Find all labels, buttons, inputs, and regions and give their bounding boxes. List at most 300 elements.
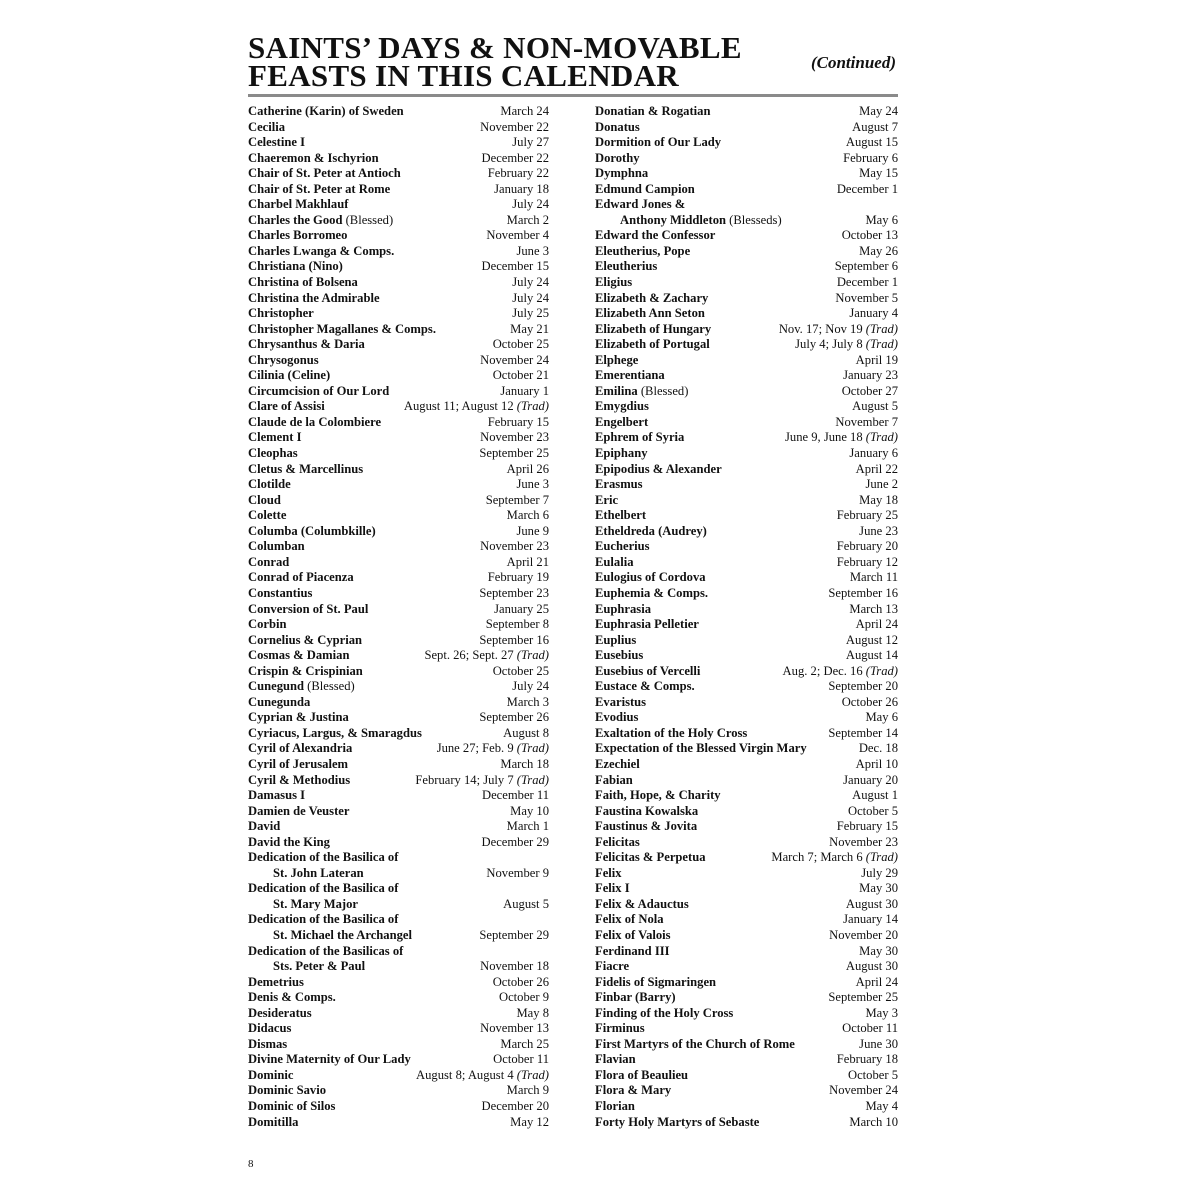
saint-name-text: Flavian xyxy=(595,1052,636,1067)
saint-name xyxy=(595,1052,636,1068)
saint-name xyxy=(248,197,348,213)
saint-name-text: Anthony Middleton xyxy=(620,212,727,227)
saint-name xyxy=(248,664,363,680)
list-item xyxy=(595,135,898,151)
feast-date xyxy=(828,726,898,742)
continued-label: (Continued) xyxy=(810,53,896,72)
list-item xyxy=(595,1099,898,1115)
feast-date-text: September 7 xyxy=(485,492,549,507)
saint-name-text: Evaristus xyxy=(595,694,647,709)
list-item xyxy=(595,524,898,540)
list-item xyxy=(248,539,549,555)
saint-name xyxy=(595,399,649,415)
saint-name-text: Cunegund xyxy=(248,679,305,694)
list-item xyxy=(595,120,898,136)
feast-date-text: September 14 xyxy=(828,725,898,740)
saint-name-text: Eric xyxy=(595,492,619,507)
saint-name-text: Denis & Comps. xyxy=(248,990,336,1005)
feast-date xyxy=(416,1068,549,1084)
saint-name xyxy=(595,975,716,991)
feast-date xyxy=(480,959,549,975)
saint-name xyxy=(595,835,640,851)
feast-date-text: November 18 xyxy=(480,959,549,974)
feast-date xyxy=(859,524,898,540)
saint-name xyxy=(248,151,379,167)
feast-date xyxy=(424,648,549,664)
list-item xyxy=(595,462,898,478)
saint-name xyxy=(248,990,336,1006)
list-item xyxy=(595,741,898,757)
feast-date-text: October 21 xyxy=(492,368,549,383)
saint-name xyxy=(248,1037,287,1053)
feast-date xyxy=(829,928,898,944)
feast-date xyxy=(828,990,898,1006)
saint-name-text: Evodius xyxy=(595,710,639,725)
feast-date-text: October 13 xyxy=(841,228,898,243)
saint-name xyxy=(595,726,747,742)
feast-date xyxy=(493,368,549,384)
list-item xyxy=(248,228,549,244)
saint-name-text: St. John Lateran xyxy=(273,865,364,880)
saint-name-text: Chair of St. Peter at Antioch xyxy=(248,166,401,181)
list-item xyxy=(595,166,898,182)
saint-name xyxy=(595,959,629,975)
saint-name xyxy=(248,415,381,431)
list-item xyxy=(248,990,549,1006)
feast-date-text: April 24 xyxy=(855,974,898,989)
feast-date xyxy=(516,1006,549,1022)
saint-name xyxy=(595,524,707,540)
list-item xyxy=(248,726,549,742)
saint-name xyxy=(273,897,358,913)
list-item xyxy=(248,850,549,866)
saint-name xyxy=(248,337,365,353)
feast-date xyxy=(852,399,898,415)
saint-name-text: Catherine (Karin) of Sweden xyxy=(248,104,404,118)
saint-name xyxy=(248,1068,293,1084)
feast-date xyxy=(859,244,898,260)
saint-name-text: Epipodius & Alexander xyxy=(595,461,722,476)
feast-date-text: November 7 xyxy=(835,414,898,429)
saint-name-text: Celestine I xyxy=(248,135,306,150)
feast-date-text: March 10 xyxy=(849,1114,898,1129)
saint-name xyxy=(248,135,305,151)
saint-name-text: Forty Holy Martyrs of Sebaste xyxy=(595,1114,760,1129)
list-item xyxy=(248,477,549,493)
feast-date-text: February 6 xyxy=(843,150,898,165)
feast-date xyxy=(829,1083,898,1099)
saint-name-text: Elphege xyxy=(595,352,639,367)
list-item xyxy=(595,679,898,695)
list-item xyxy=(595,804,898,820)
feast-date xyxy=(488,415,549,431)
saint-name xyxy=(248,788,305,804)
list-item xyxy=(595,508,898,524)
feast-date-text: July 27 xyxy=(512,135,549,150)
saint-name xyxy=(595,866,622,882)
saint-name xyxy=(595,819,697,835)
list-item xyxy=(595,757,898,773)
saint-name xyxy=(248,430,302,446)
feast-date xyxy=(837,555,898,571)
feast-date xyxy=(849,1115,898,1131)
list-item xyxy=(248,695,549,711)
feast-date xyxy=(510,804,549,820)
feast-date xyxy=(480,539,549,555)
list-item xyxy=(248,135,549,151)
feast-date-text: May 30 xyxy=(859,881,898,896)
list-item xyxy=(595,1115,898,1131)
list-item xyxy=(595,182,898,198)
saint-name xyxy=(248,602,368,618)
traditional-date-note: (Trad) xyxy=(862,850,898,865)
page-number: 8 xyxy=(248,1158,254,1170)
saint-name xyxy=(595,648,643,664)
feast-date-text: February 14; July 7 xyxy=(415,772,514,787)
list-item xyxy=(248,291,549,307)
feast-date xyxy=(512,135,549,151)
feast-date xyxy=(859,741,898,757)
list-item xyxy=(595,399,898,415)
feast-date xyxy=(835,259,898,275)
list-item xyxy=(595,1052,898,1068)
feast-date-text: June 2 xyxy=(865,477,898,492)
feast-date-text: January 14 xyxy=(843,912,898,927)
list-item xyxy=(595,912,898,928)
saint-name xyxy=(248,1052,411,1068)
feast-date xyxy=(837,508,898,524)
saint-name xyxy=(248,166,401,182)
saint-name xyxy=(595,368,665,384)
feast-date xyxy=(865,1099,898,1115)
feast-date-text: May 6 xyxy=(865,212,898,227)
saint-name-text: Charles the Good xyxy=(248,212,343,227)
list-item xyxy=(248,881,549,897)
saint-name xyxy=(595,555,634,571)
saint-name-text: Dedication of the Basilica of xyxy=(248,850,399,865)
saint-name-text: St. Michael the Archangel xyxy=(273,927,412,942)
saint-name xyxy=(273,866,364,882)
list-item xyxy=(595,617,898,633)
traditional-date-note: (Trad) xyxy=(513,1067,549,1082)
list-item xyxy=(595,213,898,229)
list-item xyxy=(248,244,549,260)
list-item xyxy=(248,1052,549,1068)
saint-name-text: Charbel Makhlauf xyxy=(248,197,349,212)
saint-name-text: Crispin & Crispinian xyxy=(248,663,363,678)
feast-date xyxy=(846,648,898,664)
feast-date xyxy=(837,539,898,555)
list-item xyxy=(248,1021,549,1037)
saint-name xyxy=(248,804,349,820)
saint-name xyxy=(595,337,710,353)
saint-name xyxy=(248,695,310,711)
feast-date xyxy=(482,788,549,804)
feast-date-text: Dec. 18 xyxy=(858,741,898,756)
list-item xyxy=(595,975,898,991)
list-item xyxy=(595,710,898,726)
saint-name xyxy=(248,912,398,928)
feast-date-text: May 4 xyxy=(865,1099,898,1113)
saint-name xyxy=(595,1021,645,1037)
feast-date-text: December 1 xyxy=(836,181,898,196)
saint-name-text: Felix of Valois xyxy=(595,927,671,942)
feast-date xyxy=(846,897,898,913)
feast-date-text: March 18 xyxy=(500,756,549,771)
list-item xyxy=(595,648,898,664)
saint-name-text: Florian xyxy=(595,1099,635,1113)
saint-name-text: Eleutherius, Pope xyxy=(595,243,691,258)
saint-name-text: Damien de Veuster xyxy=(248,803,350,818)
saint-name-text: Charles Lwanga & Comps. xyxy=(248,243,395,258)
saint-name-text: Exaltation of the Holy Cross xyxy=(595,725,748,740)
feast-date xyxy=(512,197,549,213)
saint-name xyxy=(248,384,389,400)
feast-date xyxy=(849,446,898,462)
list-item xyxy=(595,259,898,275)
feast-date-text: October 11 xyxy=(493,1052,549,1067)
feast-date-text: September 26 xyxy=(479,710,549,725)
left-column xyxy=(248,104,549,1130)
saint-name-text: Christopher Magallanes & Comps. xyxy=(248,321,436,336)
feast-date xyxy=(846,633,898,649)
saint-name xyxy=(595,539,650,555)
list-item xyxy=(595,368,898,384)
list-item xyxy=(248,430,549,446)
feast-date-text: October 5 xyxy=(847,803,898,818)
saint-name-text: Eustace & Comps. xyxy=(595,679,695,694)
list-item xyxy=(595,866,898,882)
saint-name-text: Eligius xyxy=(595,275,633,290)
feast-date-text: August 12 xyxy=(845,632,898,647)
saint-name-text: Donatus xyxy=(595,119,640,134)
saint-name-text: Columba (Columbkille) xyxy=(248,523,376,538)
saint-name-text: Ferdinand III xyxy=(595,943,670,958)
saint-name-text: First Martyrs of the Church of Rome xyxy=(595,1036,795,1051)
saint-name xyxy=(248,182,390,198)
feast-date xyxy=(479,633,549,649)
feast-date-text: November 23 xyxy=(480,430,549,445)
feast-date xyxy=(503,897,549,913)
feast-date xyxy=(480,353,549,369)
feast-date xyxy=(516,477,549,493)
saint-name xyxy=(248,617,287,633)
feast-date-text: June 23 xyxy=(859,523,898,538)
feast-date-text: November 13 xyxy=(480,1021,549,1036)
saint-name xyxy=(248,679,355,695)
feast-date xyxy=(480,430,549,446)
saint-name-text: Sts. Peter & Paul xyxy=(273,959,366,974)
feast-date-text: December 15 xyxy=(481,259,549,274)
feast-date xyxy=(865,213,898,229)
feast-date xyxy=(846,959,898,975)
feast-date xyxy=(861,866,898,882)
feast-date-text: September 29 xyxy=(479,927,549,942)
saint-name-text: Domitilla xyxy=(248,1114,299,1129)
feast-date-text: November 23 xyxy=(480,539,549,554)
feast-date xyxy=(493,975,549,991)
feast-date-text: February 22 xyxy=(487,166,549,181)
traditional-date-note: (Trad) xyxy=(862,337,898,352)
saint-name xyxy=(595,228,715,244)
feast-date-text: January 1 xyxy=(500,383,549,398)
list-item xyxy=(248,959,549,975)
list-item xyxy=(248,804,549,820)
feast-date-text: March 11 xyxy=(849,570,898,585)
feast-date xyxy=(865,477,898,493)
feast-date-text: July 24 xyxy=(512,679,549,694)
feast-date xyxy=(479,710,549,726)
feast-date xyxy=(843,773,898,789)
feast-date xyxy=(859,166,898,182)
feast-date-text: September 20 xyxy=(828,679,898,694)
feast-date-text: November 22 xyxy=(480,119,549,134)
saint-name-text: Emygdius xyxy=(595,399,649,414)
feast-date xyxy=(849,602,898,618)
saint-name-text: Demetrius xyxy=(248,974,304,989)
saint-name xyxy=(273,959,365,975)
feast-date xyxy=(482,151,549,167)
saint-name xyxy=(595,182,695,198)
list-item xyxy=(595,1037,898,1053)
saint-name xyxy=(595,757,640,773)
saint-name-text: Colette xyxy=(248,508,287,523)
saint-name-text: Cyril & Methodius xyxy=(248,772,351,787)
feast-date xyxy=(488,166,549,182)
feast-date-text: June 30 xyxy=(859,1036,898,1051)
list-item xyxy=(248,462,549,478)
feast-date-text: January 25 xyxy=(494,601,549,616)
saint-name xyxy=(595,462,722,478)
list-item xyxy=(248,337,549,353)
list-item xyxy=(595,228,898,244)
saint-name xyxy=(248,710,349,726)
feast-date xyxy=(828,679,898,695)
feast-date xyxy=(779,322,898,338)
feast-date-text: November 5 xyxy=(835,290,898,305)
list-item xyxy=(595,493,898,509)
list-item xyxy=(595,384,898,400)
feast-date-text: April 22 xyxy=(855,461,898,476)
list-item xyxy=(248,524,549,540)
feast-date xyxy=(859,881,898,897)
saint-name xyxy=(595,897,689,913)
feast-date xyxy=(494,182,549,198)
saint-name xyxy=(595,446,648,462)
saint-name xyxy=(248,228,347,244)
saint-name-text: Ephrem of Syria xyxy=(595,430,685,445)
saint-name xyxy=(595,275,632,291)
list-item xyxy=(248,617,549,633)
saint-name-text: Christina of Bolsena xyxy=(248,275,358,290)
feast-date-text: August 5 xyxy=(852,399,898,414)
feast-date xyxy=(852,788,898,804)
saint-name xyxy=(248,322,436,338)
feast-date xyxy=(856,353,898,369)
saint-name-text: Elizabeth Ann Seton xyxy=(595,306,705,321)
list-item xyxy=(595,633,898,649)
traditional-date-note: (Trad) xyxy=(862,430,898,445)
saint-name-text: Elizabeth of Portugal xyxy=(595,337,710,352)
feast-date-text: February 20 xyxy=(836,539,898,554)
list-item xyxy=(595,244,898,260)
saint-name xyxy=(248,368,330,384)
feast-date xyxy=(493,664,549,680)
saint-name-text: Eleutherius xyxy=(595,259,658,274)
saint-name xyxy=(595,259,657,275)
feast-date xyxy=(500,384,549,400)
feast-date-text: March 24 xyxy=(500,104,549,118)
feast-date-text: January 18 xyxy=(494,181,549,196)
feast-date-text: Aug. 2; Dec. 16 xyxy=(782,663,863,678)
page-title-line-2: FEASTS IN THIS CALENDAR xyxy=(248,58,679,93)
saint-name-text: Edmund Campion xyxy=(595,181,695,196)
feast-date xyxy=(849,306,898,322)
list-item xyxy=(595,928,898,944)
feast-date-text: March 9 xyxy=(506,1083,549,1098)
list-item xyxy=(248,104,549,120)
saint-name xyxy=(248,1006,312,1022)
saint-name xyxy=(595,1099,635,1115)
feast-date-text: March 6 xyxy=(506,508,549,523)
saint-name xyxy=(248,586,312,602)
feast-date-text: February 19 xyxy=(487,570,549,585)
saint-qualifier: (Blesseds) xyxy=(726,212,782,227)
saint-qualifier: (Blessed) xyxy=(304,679,355,694)
feast-date xyxy=(785,430,898,446)
saint-name-text: Felix of Nola xyxy=(595,912,664,927)
list-item xyxy=(248,1006,549,1022)
saint-name xyxy=(595,881,630,897)
saint-name xyxy=(595,912,664,928)
saint-name-text: Finbar (Barry) xyxy=(595,990,676,1005)
saint-name-text: Conrad xyxy=(248,554,290,569)
list-item xyxy=(595,477,898,493)
saint-name-text: Dorothy xyxy=(595,150,640,165)
feast-date-text: November 9 xyxy=(486,865,549,880)
list-item xyxy=(248,570,549,586)
list-item xyxy=(595,446,898,462)
feast-date-text: September 8 xyxy=(485,617,549,632)
saint-qualifier: (Blessed) xyxy=(342,212,394,227)
list-item xyxy=(248,866,549,882)
saint-name-text: Christina the Admirable xyxy=(248,290,380,305)
list-item xyxy=(595,664,898,680)
saint-name-text: Eulalia xyxy=(595,554,634,569)
saint-name-text: Cyril of Alexandria xyxy=(248,741,353,756)
feast-date xyxy=(829,835,898,851)
saint-name-text: Edward the Confessor xyxy=(595,228,716,243)
feast-date-text: July 24 xyxy=(512,290,549,305)
feast-date-text: May 10 xyxy=(510,803,549,818)
feast-date-text: June 9, June 18 xyxy=(785,430,863,445)
traditional-date-note: (Trad) xyxy=(862,663,898,678)
saint-name-text: Claude de la Colombiere xyxy=(248,414,382,429)
saint-name xyxy=(595,741,807,757)
feast-date xyxy=(479,586,549,602)
feast-date-text: Nov. 17; Nov 19 xyxy=(778,321,863,336)
saint-name-text: Chrysanthus & Daria xyxy=(248,337,365,352)
saint-name-text: Cleophas xyxy=(248,446,298,461)
list-item xyxy=(248,555,549,571)
feast-date xyxy=(507,1083,549,1099)
saint-name-text: Felix & Adauctus xyxy=(595,896,689,911)
saint-name xyxy=(595,695,646,711)
saint-name-text: Dedication of the Basilica of xyxy=(248,881,399,896)
feast-date-text: July 24 xyxy=(512,275,549,290)
saint-name-text: Cloud xyxy=(248,492,281,507)
list-item xyxy=(595,850,898,866)
